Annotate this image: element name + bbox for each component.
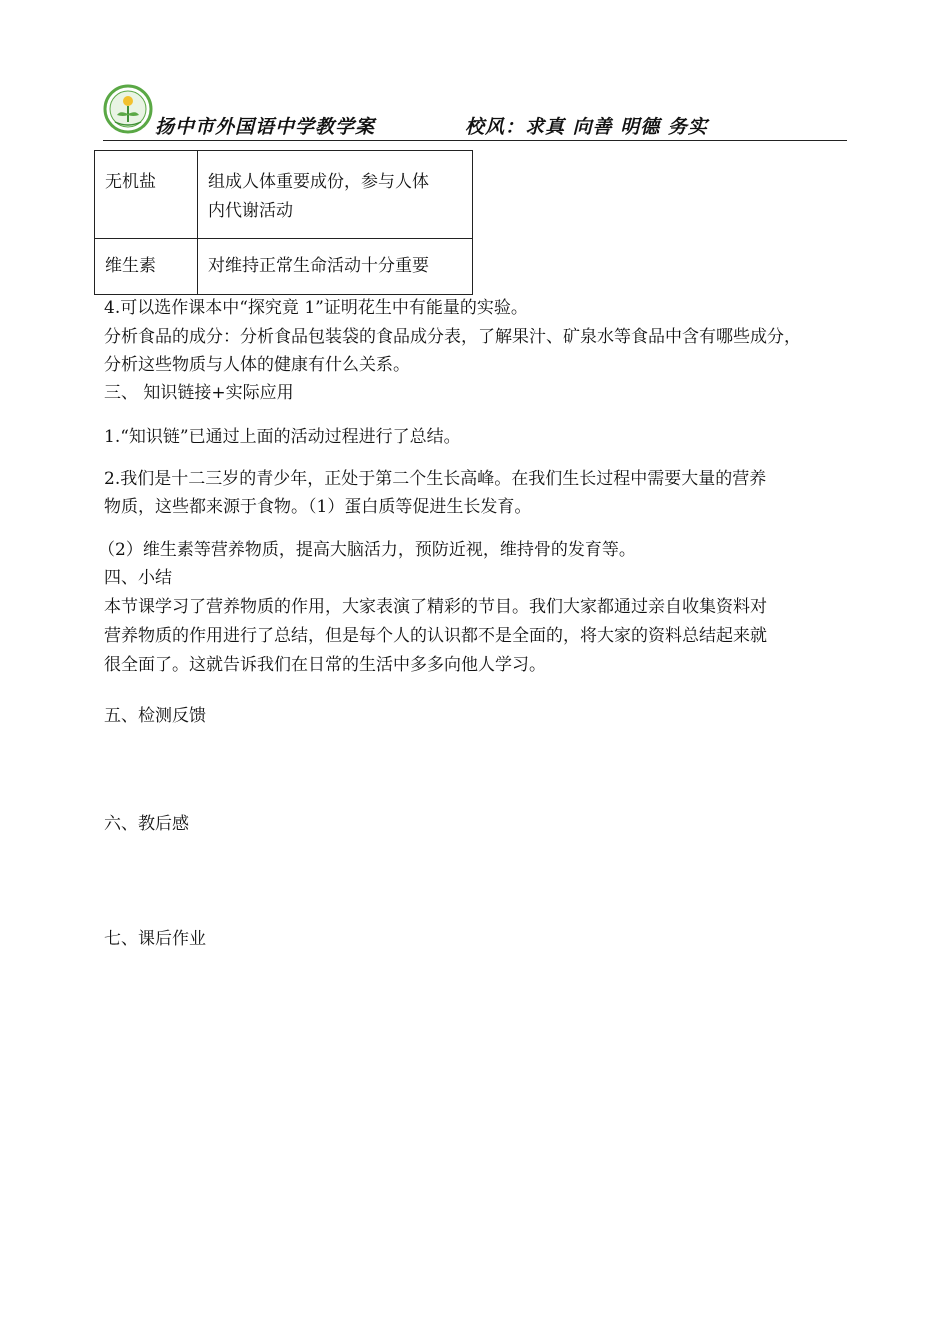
section-3-title: 三、 知识链接+实际应用 bbox=[104, 383, 294, 403]
analysis-line: 分析这些物质与人体的健康有什么关系。 bbox=[104, 355, 410, 375]
section-3-item-2-line: 物质，这些都来源于食物。（1）蛋白质等促进生长发育。 bbox=[104, 497, 532, 517]
section-3-item-2-line: （2）维生素等营养物质，提高大脑活力，预防近视，维持骨的发育等。 bbox=[98, 540, 636, 560]
section-6-title: 六、教后感 bbox=[104, 814, 189, 834]
section-5-title: 五、检测反馈 bbox=[104, 706, 206, 726]
analysis-line: 分析食品的成分：分析食品包装袋的食品成分表，了解果汁、矿泉水等食品中含有哪些成分， bbox=[104, 327, 801, 347]
summary-line: 很全面了。这就告诉我们在日常的生活中多多向他人学习。 bbox=[104, 655, 546, 675]
item-4: 4.可以选作课本中“探究竟 1”证明花生中有能量的实验。 bbox=[104, 298, 528, 318]
nutrient-name: 无机盐 bbox=[95, 151, 198, 239]
nutrient-table bbox=[94, 150, 473, 295]
nutrient-function-line: 组成人体重要成份，参与人体 bbox=[208, 172, 429, 192]
nutrient-name: 维生素 bbox=[95, 239, 198, 295]
page-header bbox=[103, 84, 847, 141]
section-7-title: 七、课后作业 bbox=[104, 929, 206, 949]
section-4-title: 四、小结 bbox=[104, 568, 172, 588]
nutrient-function: 对维持正常生命活动十分重要 bbox=[198, 239, 473, 295]
section-3-item-1: 1.“知识链”已通过上面的活动过程进行了总结。 bbox=[104, 427, 461, 447]
nutrient-function bbox=[198, 151, 473, 239]
school-motto: 校风：求真 向善 明德 务实 bbox=[465, 116, 708, 138]
table-row bbox=[95, 151, 473, 239]
summary-line: 营养物质的作用进行了总结，但是每个人的认识都不是全面的，将大家的资料总结起来就 bbox=[104, 626, 767, 646]
table-row bbox=[95, 239, 473, 295]
section-3-item-2-line: 2.我们是十二三岁的青少年，正处于第二个生长高峰。在我们生长过程中需要大量的营养 bbox=[104, 469, 767, 489]
school-name: 扬中市外国语中学教学案 bbox=[155, 116, 376, 138]
school-emblem-icon bbox=[103, 84, 153, 134]
nutrient-function-line: 内代谢活动 bbox=[208, 201, 293, 221]
summary-line: 本节课学习了营养物质的作用，大家表演了精彩的节目。我们大家都通过亲自收集资料对 bbox=[104, 597, 767, 617]
